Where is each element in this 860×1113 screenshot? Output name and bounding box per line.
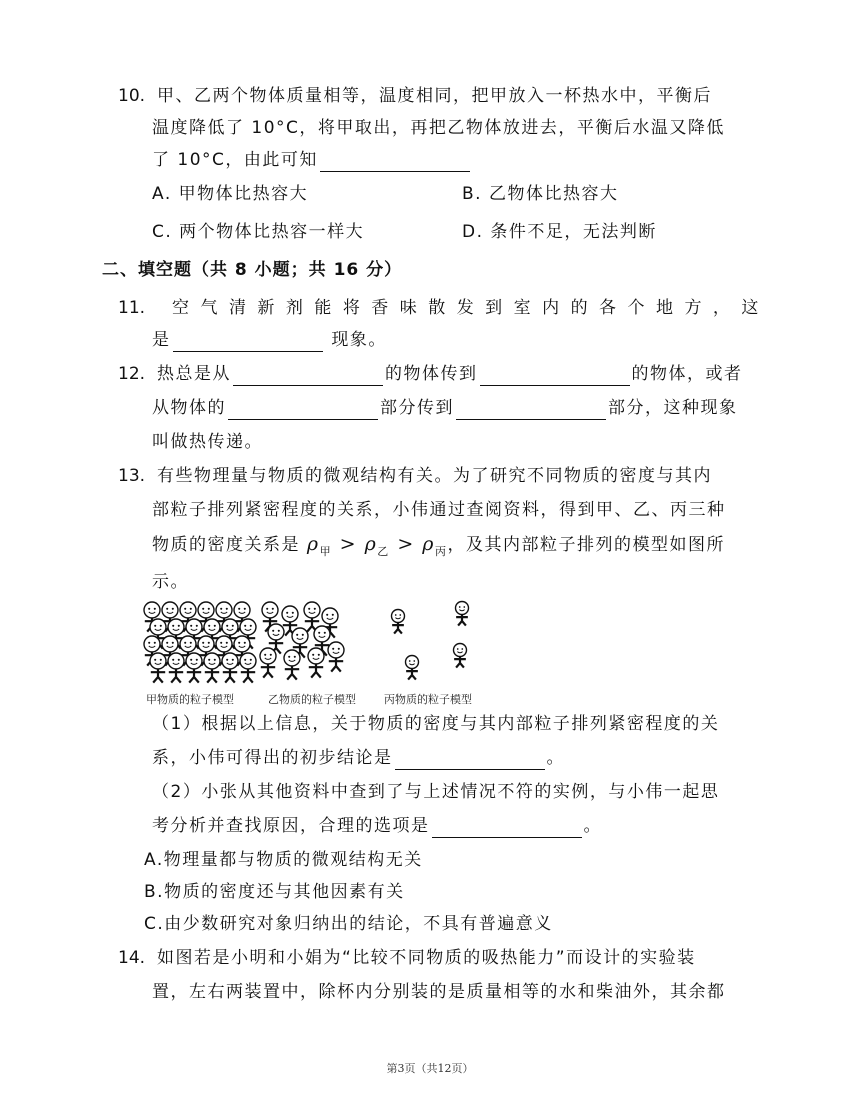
question-12-text-f: 部分，这种现象 — [608, 398, 738, 418]
question-13-option-a[interactable]: A.物理量都与物质的微观结构无关 — [144, 850, 423, 870]
particle-figure-bing — [392, 610, 405, 634]
answer-blank[interactable] — [173, 333, 323, 352]
question-11-char: 空 — [172, 298, 191, 318]
question-11-number: 11. — [118, 298, 146, 318]
question-11-char: 发 — [456, 298, 476, 318]
question-13-line-4: 示。 — [152, 572, 189, 592]
question-13-number: 13. — [118, 466, 146, 486]
question-10-line-1: 甲、乙两个物体质量相等，温度相同，把甲放入一杯热水中，平衡后 — [157, 86, 712, 106]
rho-subscript-yi: 乙 — [377, 544, 390, 558]
page-footer: 第3页（共12页） — [386, 1062, 474, 1075]
caption-jia-model: 甲物质的粒子模型 — [146, 693, 234, 706]
question-11-char: 室 — [513, 298, 533, 318]
rho-subscript-bing: 丙 — [434, 544, 448, 558]
question-10-number: 10. — [118, 86, 146, 106]
question-11-char: 这 — [741, 298, 760, 318]
rho-symbol: ρ — [422, 533, 435, 555]
question-11-char: 到 — [485, 298, 504, 318]
particle-figure-bing — [406, 656, 419, 680]
particle-model-yi-illustration — [260, 602, 344, 680]
caption-bing-model: 丙物质的粒子模型 — [384, 693, 472, 706]
particle-figure-jia — [150, 653, 166, 683]
question-13-part-1-text: 系，小伟可得出的初步结论是 — [152, 748, 393, 768]
answer-blank[interactable] — [432, 819, 582, 838]
question-11-char: 个 — [627, 298, 646, 318]
answer-blank[interactable] — [480, 367, 630, 386]
question-11-char: 能 — [314, 298, 333, 318]
question-13-part-2-end: 。 — [583, 816, 602, 836]
particle-model-bing-illustration — [392, 602, 469, 680]
question-10-option-d[interactable]: D. 条件不足，无法判断 — [462, 222, 657, 242]
question-12-text-d: 从物体的 — [152, 398, 226, 418]
answer-blank[interactable] — [228, 401, 378, 420]
question-10-option-a[interactable]: A. 甲物体比热容大 — [152, 184, 309, 204]
question-13-part-1-end: 。 — [546, 748, 565, 768]
question-10-line-2: 温度降低了 10°C，将甲取出，再把乙物体放进去，平衡后水温又降低 — [152, 118, 725, 138]
question-11-line-2-start: 是 — [152, 330, 171, 350]
question-13-option-b[interactable]: B.物质的密度还与其他因素有关 — [144, 882, 405, 902]
question-12-text-a: 热总是从 — [157, 364, 231, 384]
greater-than-sign: > — [397, 533, 415, 555]
question-11-char: 香 — [371, 298, 390, 318]
rho-symbol: ρ — [306, 533, 320, 555]
question-10-line-3 — [152, 148, 472, 172]
question-11-char: 剂 — [285, 298, 305, 318]
question-14-number: 14. — [118, 948, 146, 968]
particle-figure-jia — [168, 653, 184, 683]
question-11-line-2-end: 现象。 — [331, 330, 387, 350]
answer-blank[interactable] — [233, 367, 383, 386]
question-11-char: 散 — [428, 298, 447, 318]
question-13-part-1-line-2 — [152, 746, 565, 770]
question-13-option-c[interactable]: C.由少数研究对象归纳出的结论，不具有普遍意义 — [144, 914, 553, 934]
particle-model-jia-illustration — [144, 602, 256, 683]
question-11-char: 地 — [655, 298, 675, 318]
greater-than-sign: > — [339, 533, 358, 555]
question-13-line-1: 有些物理量与物质的微观结构有关。为了研究不同物质的密度与其内 — [157, 466, 712, 486]
question-13-part-2-text: 考分析并查找原因，合理的选项是 — [152, 816, 430, 836]
particle-figure-yi — [328, 642, 344, 672]
question-12-text-b: 的物体传到 — [385, 364, 478, 384]
particle-figure-jia — [222, 653, 238, 683]
question-13-line-3-end: ，及其内部粒子排列的模型如图所 — [447, 535, 725, 555]
question-11-char: ， — [712, 298, 732, 318]
caption-yi-model: 乙物质的粒子模型 — [268, 693, 356, 706]
question-11-char: 新 — [257, 298, 276, 318]
question-13-line-3-text: 物质的密度关系是 — [152, 535, 300, 555]
question-11-char: 方 — [684, 298, 703, 318]
question-12-line-3: 叫做热传递。 — [152, 432, 263, 452]
question-12-text-e: 部分传到 — [380, 398, 454, 418]
rho-symbol: ρ — [364, 533, 378, 555]
particle-figure-bing — [454, 644, 467, 668]
particle-figure-jia — [240, 653, 256, 683]
particle-figure-jia — [186, 653, 202, 683]
density-relation — [306, 533, 448, 558]
question-12-number: 12. — [118, 364, 146, 384]
section-heading: 二、填空题（共 8 小题；共 16 分） — [102, 260, 403, 280]
question-13-part-2-line-2 — [152, 814, 602, 838]
question-10-option-c[interactable]: C. 两个物体比热容一样大 — [152, 222, 365, 242]
particle-figure-bing — [456, 602, 469, 626]
question-11-line-1 — [172, 296, 760, 320]
question-13-part-1-line-1: （1）根据以上信息，关于物质的密度与其内部粒子排列紧密程度的关 — [152, 714, 720, 734]
question-11-char: 的 — [570, 298, 590, 318]
question-14-line-1: 如图若是小明和小娟为“比较不同物质的吸热能力”而设计的实验装 — [157, 948, 696, 968]
question-11-char: 内 — [542, 298, 561, 318]
answer-blank[interactable] — [320, 153, 470, 172]
question-13-line-2: 部粒子排列紧密程度的关系，小伟通过查阅资料，得到甲、乙、丙三种 — [152, 500, 726, 520]
question-10-line-3-text: 了 10°C，由此可知 — [152, 150, 318, 170]
question-12-line-2 — [152, 396, 738, 420]
question-11-char: 清 — [228, 298, 248, 318]
question-11-line-2 — [152, 328, 387, 352]
answer-blank[interactable] — [456, 401, 606, 420]
question-14-line-2: 置，左右两装置中，除杯内分别装的是质量相等的水和柴油外，其余都 — [152, 982, 726, 1002]
particle-figure-yi — [284, 650, 300, 680]
rho-subscript-jia: 甲 — [319, 544, 333, 558]
particle-figure-yi — [260, 648, 276, 678]
question-13-part-2-line-1: （2）小张从其他资料中查到了与上述情况不符的实例，与小伟一起思 — [152, 782, 720, 802]
question-11-char: 将 — [342, 298, 362, 318]
particle-figure-jia — [204, 653, 220, 683]
question-11-char: 各 — [599, 298, 618, 318]
question-12-text-c: 的物体，或者 — [631, 364, 743, 384]
answer-blank[interactable] — [395, 751, 545, 770]
particle-figure-yi — [308, 648, 324, 678]
question-10-option-b[interactable]: B. 乙物体比热容大 — [462, 184, 619, 204]
question-11-char: 气 — [200, 298, 219, 318]
question-11-char: 味 — [399, 298, 419, 318]
question-13-line-3 — [152, 532, 725, 564]
question-12-line-1 — [157, 362, 743, 386]
